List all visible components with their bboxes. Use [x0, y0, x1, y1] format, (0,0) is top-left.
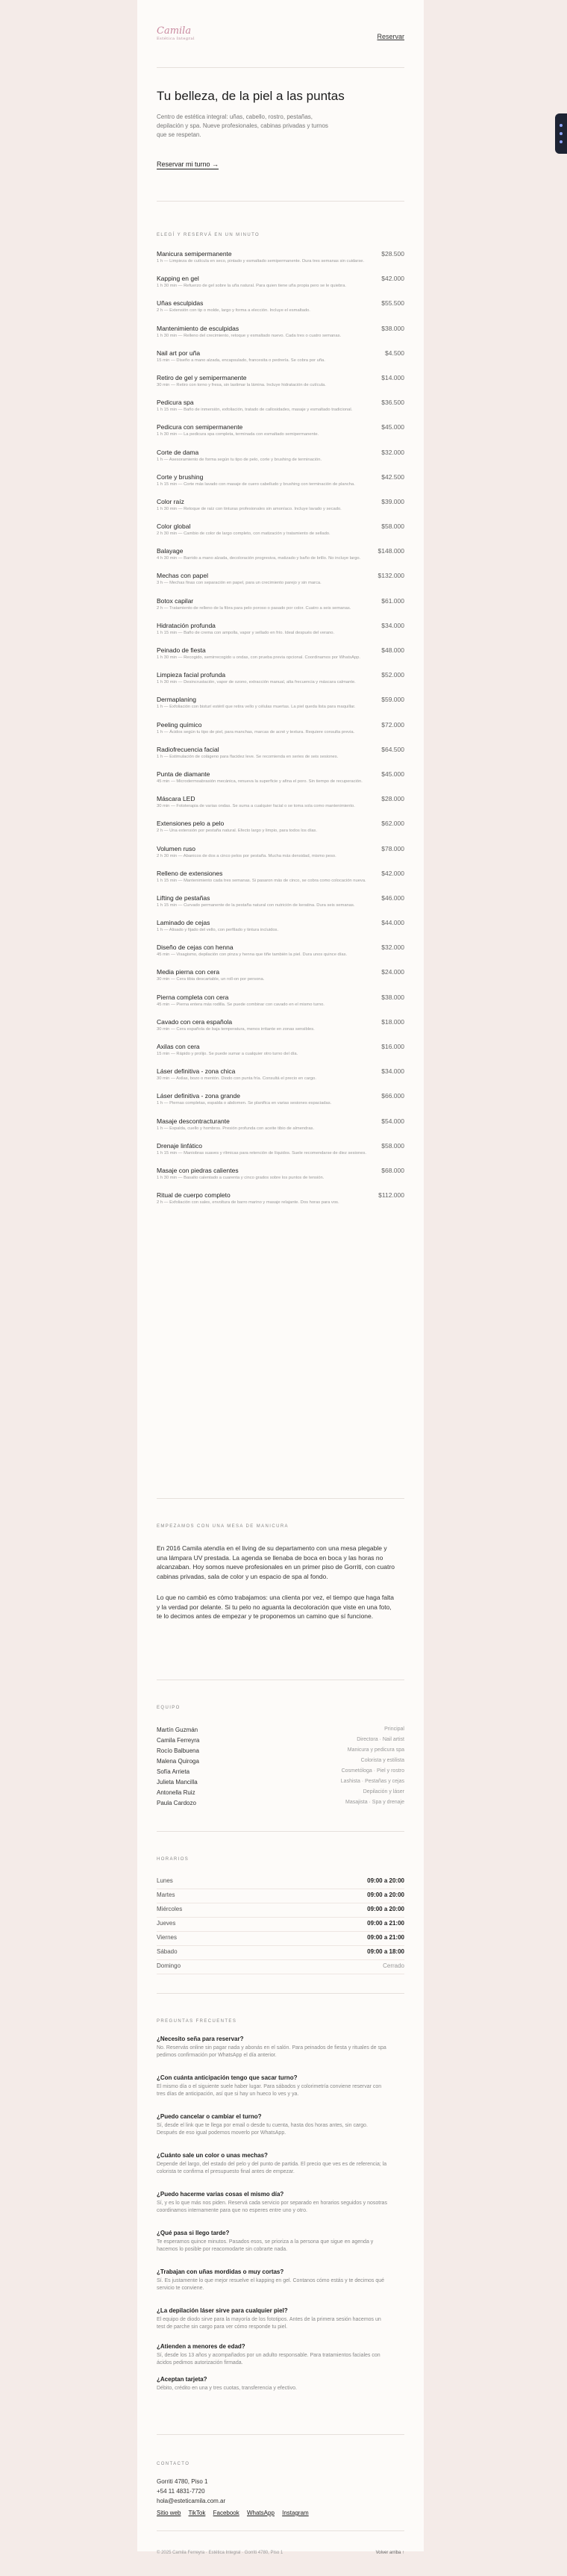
service-price: $148.000: [378, 547, 404, 555]
hours-time: 09:00 a 21:00: [367, 1934, 404, 1941]
team-member: [157, 1747, 404, 1757]
service-item[interactable]: [157, 1064, 404, 1088]
service-item[interactable]: [157, 964, 404, 989]
hours-time: 09:00 a 20:00: [367, 1892, 404, 1898]
service-price: $36.500: [381, 399, 404, 407]
hours-time: 09:00 a 20:00: [367, 1877, 404, 1884]
service-description: 1 h 30 min — Recogido, semirrecogido u ondas, con prueba previa opcional. Coordinamos por WhatsApp.: [157, 655, 360, 660]
site-header: [157, 0, 404, 68]
service-name: Máscara LED: [157, 795, 195, 803]
services-list: [157, 246, 404, 1212]
service-price: $24.000: [381, 968, 404, 976]
service-description: 15 min — Rápido y prolijo. Se puede sumar a cualquier otro turno del día.: [157, 1052, 298, 1056]
service-name: Kapping en gel: [157, 275, 199, 283]
faq-answer: Sí, y es lo que más nos piden. Reservá cada servicio por separado en horarios seguidos y nosotras coordinamos internamente para que no esperes entre uno y otro.: [157, 2201, 387, 2213]
service-description: 2 h — Tratamiento de relleno de la fibra para pelo poroso o pasado por color. Cuatro a seis semanas.: [157, 605, 351, 611]
service-name: Radiofrecuencia facial: [157, 745, 219, 753]
services-section: [157, 202, 404, 1499]
logo-text: Camila: [157, 25, 192, 37]
service-price: $52.000: [381, 671, 404, 679]
hours-day: Domingo: [157, 1962, 181, 1969]
service-item[interactable]: [157, 841, 404, 866]
contact-section: [157, 2435, 404, 2531]
copyright: © 2025 Camila Ferreyra · Estética Integral · Gorriti 4780, Piso 1: [157, 2551, 284, 2555]
service-item[interactable]: [157, 420, 404, 444]
service-item[interactable]: [157, 568, 404, 593]
team-title: EQUIPO: [157, 1706, 181, 1710]
faq-item[interactable]: [157, 2191, 388, 2214]
service-price: $112.000: [378, 1191, 404, 1200]
service-description: 2 h — Una extensión por pestaña natural. Efecto largo y limpio, para todos los días.: [157, 829, 317, 834]
service-description: 1 h — Estimulación de colágeno para flacidez leve. Se recomienda en series de seis sesiones.: [157, 754, 339, 759]
service-item[interactable]: [157, 543, 404, 568]
team-member: [157, 1779, 404, 1788]
service-item[interactable]: [157, 866, 404, 891]
service-item[interactable]: [157, 1088, 404, 1113]
faq-answer: Sí, desde los 13 años y acompañados por un adulto responsable. Para tratamientos faciales con ácidos pedimos autorización firmada.: [157, 2353, 380, 2366]
service-name: Uñas esculpidas: [157, 299, 204, 308]
faq-answer: El equipo de diodo sirve para la mayoría de los fototipos. Antes de la primera sesión hacemos un test de parche sin cargo para ver cómo responde tu piel.: [157, 2317, 381, 2330]
service-name: Peinado de fiesta: [157, 646, 206, 654]
footer: [157, 2531, 404, 2576]
service-item[interactable]: [157, 990, 404, 1014]
service-item[interactable]: [157, 346, 404, 370]
service-name: Manicura semipermanente: [157, 250, 232, 258]
service-item[interactable]: [157, 667, 404, 692]
service-description: 30 min — Fototerapia de varias ondas. Se suma a cualquier facial o se toma sola como mantenimiento.: [157, 804, 355, 809]
service-item[interactable]: [157, 395, 404, 420]
service-item[interactable]: [157, 891, 404, 915]
services-title: ELEGÍ Y RESERVÁ EN UN MINUTO: [157, 233, 260, 237]
service-price: $38.000: [381, 324, 404, 332]
faq-question: ¿Aceptan tarjeta?: [157, 2376, 207, 2383]
team-member-role: Colorista y estilista: [360, 1758, 404, 1763]
faq-question: ¿La depilación láser sirve para cualquier piel?: [157, 2307, 288, 2314]
service-item[interactable]: [157, 246, 404, 271]
side-widget-tab[interactable]: [555, 113, 567, 154]
team-member-role: Directora · Nail artist: [357, 1737, 404, 1742]
service-name: Láser definitiva - zona chica: [157, 1067, 236, 1076]
service-price: $42.500: [381, 473, 404, 481]
hours-row: [157, 1918, 404, 1932]
team-member-name: Malena Quiroga: [157, 1758, 199, 1765]
about-title: EMPEZAMOS CON UNA MESA DE MANICURA: [157, 1524, 289, 1529]
service-description: 1 h — Limpieza de cutícula en seco, pintado y esmaltado semipermanente. Dura tres semanas sin cuidarse.: [157, 259, 365, 263]
service-price: $14.000: [381, 373, 404, 381]
service-description: 30 min — Axilas, bozo o mentón. Diodo con punta fría. Consultá el precio en cargo.: [157, 1076, 316, 1082]
service-name: Axilas con cera: [157, 1043, 200, 1050]
service-description: 1 h 15 min — Corte más lavado con masaje de cuero cabelludo y brushing con terminación de plancha.: [157, 481, 355, 487]
service-item[interactable]: [157, 519, 404, 543]
widget-dot-icon: [560, 140, 563, 143]
service-name: Corte de dama: [157, 448, 199, 456]
team-member: [157, 1727, 404, 1736]
faq-question: ¿Qué pasa si llego tarde?: [157, 2230, 230, 2236]
service-price: $55.500: [381, 299, 404, 308]
hero-section: [157, 68, 404, 202]
service-name: Masaje descontracturante: [157, 1117, 230, 1125]
team-member-role: Manicura y pedicura spa: [347, 1747, 404, 1753]
hours-day: Viernes: [157, 1934, 177, 1941]
service-price: $132.000: [378, 572, 404, 580]
widget-dot-icon: [560, 132, 563, 135]
service-description: 1 h — Espalda, cuello y hombros. Presión profunda con aceite tibio de almendras.: [157, 1126, 315, 1131]
hours-day: Lunes: [157, 1877, 173, 1884]
service-description: 45 min — Pierna entera más rodilla. Se puede combinar con cavado en el mismo turno.: [157, 1002, 325, 1007]
reservar-turno-button[interactable]: Reservar mi turno →: [157, 160, 219, 168]
service-description: 1 h 30 min — La pedicura spa completa, terminada con esmaltado semipermanente.: [157, 432, 319, 437]
service-price: $45.000: [381, 770, 404, 778]
hours-time: 09:00 a 20:00: [367, 1906, 404, 1912]
service-name: Mantenimiento de esculpidas: [157, 324, 239, 332]
service-item[interactable]: [157, 470, 404, 494]
service-name: Media pierna con cera: [157, 968, 220, 976]
link-instagram[interactable]: Instagram: [282, 2510, 309, 2516]
service-description: 2 h — Extensión con tip o molde, largo y forma a elección. Incluye el esmaltado.: [157, 308, 310, 314]
about-paragraph-2: Lo que no cambió es cómo trabajamos: una clienta por vez, el tiempo que haga falta y la verdad por delante. Si tu pelo no aguanta la decoloración que viste en una foto, te lo decimos antes de empezar y te proponemos un camino que sí funcione.: [157, 1594, 394, 1620]
service-description: 2 h — Exfoliación con sales, envoltura de barro marino y masaje relajante. Dos horas para vos.: [157, 1200, 339, 1206]
service-price: $39.000: [381, 497, 404, 505]
team-member-name: Camila Ferreyra: [157, 1737, 200, 1744]
team-section: [157, 1680, 404, 1832]
service-price: $28.500: [381, 250, 404, 258]
faq-answer: Depende del largo, del estado del pelo y del punto de partida. El precio que ves es de referencia; la colorista te confirma el presupuesto final antes de empezar.: [157, 2162, 387, 2174]
widget-dot-icon: [560, 124, 563, 127]
service-name: Hidratación profunda: [157, 621, 216, 629]
service-price: $44.000: [381, 919, 404, 927]
service-price: $28.000: [381, 795, 404, 803]
about-paragraph-1: En 2016 Camila atendía en el living de su departamento con una mesa plegable y una lámpara UV prestada. La agenda se llenaba de boca en boca y las horas no alcanzaban. Hoy somos nueve profesionales en un primer piso de Gorriti, con cuatro cabinas privadas, sala de color y un espacio de spa al fondo.: [157, 1544, 395, 1580]
team-member-role: Lashista · Pestañas y cejas: [340, 1779, 404, 1784]
contact-title: CONTACTO: [157, 2462, 190, 2466]
service-description: 1 h 15 min — Mantenimiento cada tres semanas. Si pasaron más de cinco, se cobra como colocación nueva.: [157, 878, 366, 883]
service-description: 1 h — Ácidos según tu tipo de piel, para manchas, marcas de acné y textura. Requiere consulta previa.: [157, 729, 355, 735]
service-description: 1 h 30 min — Basalto calentado a cuarenta y cinco grados sobre los puntos de tensión.: [157, 1175, 325, 1180]
service-price: $68.000: [381, 1166, 404, 1174]
hours-title: HORARIOS: [157, 1857, 189, 1862]
team-member-name: Julieta Mancilla: [157, 1779, 198, 1786]
service-description: 1 h 15 min — Maniobras suaves y rítmicas para retención de líquidos. Suele recomendarse de diez sesiones.: [157, 1150, 366, 1156]
faq-item[interactable]: [157, 2036, 388, 2059]
team-member-role: Principal: [384, 1727, 404, 1732]
logo-subtitle: Estética Integral: [157, 37, 195, 41]
service-name: Pedicura con semipermanente: [157, 423, 243, 431]
service-name: Relleno de extensiones: [157, 869, 223, 877]
service-price: $16.000: [381, 1043, 404, 1050]
service-name: Diseño de cejas con henna: [157, 944, 234, 952]
service-name: Balayage: [157, 547, 184, 555]
service-description: 45 min — Visagismo, depilación con pinza y henna que tiñe también la piel. Dura unos quince días.: [157, 952, 348, 958]
service-description: 1 h 30 min — Desincrustación, vapor de ozono, extracción manual, alta frecuencia y máscara calmante.: [157, 680, 356, 685]
team-member-name: Antonella Ruiz: [157, 1789, 195, 1796]
service-item[interactable]: [157, 271, 404, 296]
service-item[interactable]: [157, 494, 404, 519]
back-to-top-link[interactable]: Volver arriba ↑: [375, 2551, 404, 2555]
service-price: $62.000: [381, 820, 404, 828]
service-name: Laminado de cejas: [157, 919, 210, 927]
service-name: Punta de diamante: [157, 770, 210, 778]
link-tiktok[interactable]: TikTok: [188, 2510, 206, 2516]
service-price: $4.500: [385, 349, 404, 357]
service-item[interactable]: [157, 816, 404, 841]
service-description: 1 h 30 min — Retoque de raíz con tinturas profesionales sin amoníaco. Incluye lavado y secado.: [157, 506, 342, 511]
link-sitio-web[interactable]: Sitio web: [157, 2510, 181, 2516]
service-description: 1 h 15 min — Baño de inmersión, exfoliación, tratado de callosidades, masaje y esmaltado tradicional.: [157, 408, 353, 413]
service-price: $58.000: [381, 1141, 404, 1150]
service-item[interactable]: [157, 618, 404, 643]
service-description: 15 min — Diseño a mano alzada, encapsulado, francesita o pedrería. Se cobra por uña.: [157, 358, 325, 363]
faq-answer: Sí, desde el link que te llega por email o desde tu cuenta, hasta dos horas antes, sin cargo. Después de eso igual podemos moverlo por WhatsApp.: [157, 2123, 368, 2136]
service-name: Retiro de gel y semipermanente: [157, 373, 247, 381]
hours-time: 09:00 a 21:00: [367, 1920, 404, 1927]
faq-item[interactable]: [157, 2113, 388, 2136]
service-item[interactable]: [157, 915, 404, 940]
service-description: 1 h 15 min — Curvado permanente de la pestaña natural con nutrición de keratina. Dura seis semanas.: [157, 902, 355, 908]
service-price: $34.000: [381, 621, 404, 629]
service-item[interactable]: [157, 593, 404, 618]
service-name: Corte y brushing: [157, 473, 204, 481]
service-name: Ritual de cuerpo completo: [157, 1191, 231, 1200]
service-description: 2 h 30 min — Cambio de color de largo completo, con matización y tratamiento de sellado.: [157, 531, 331, 537]
service-description: 30 min — Cera tibia descartable, un roll-on por persona.: [157, 977, 265, 982]
service-price: $42.000: [381, 869, 404, 877]
team-member-role: Masajista · Spa y drenaje: [345, 1800, 404, 1805]
service-name: Drenaje linfático: [157, 1141, 202, 1150]
faq-item[interactable]: [157, 2230, 388, 2253]
service-item[interactable]: [157, 1163, 404, 1188]
team-member: [157, 1768, 404, 1778]
hero-title: Tu belleza, de la piel a las puntas: [157, 89, 345, 103]
hours-row: [157, 1946, 404, 1960]
faq-item[interactable]: [157, 2268, 388, 2292]
hours-row: [157, 1889, 404, 1903]
service-description: 30 min — Cera española de baja temperatura, menos irritante en zonas sensibles.: [157, 1026, 315, 1032]
service-name: Extensiones pelo a pelo: [157, 820, 225, 828]
service-description: 1 h — Asesoramiento de forma según tu tipo de pelo, corte y brushing de terminación.: [157, 457, 322, 462]
social-links: [157, 2510, 315, 2516]
team-member: [157, 1789, 404, 1799]
faq-question: ¿Puedo hacerme varias cosas el mismo día?: [157, 2191, 284, 2198]
service-name: Lifting de pestañas: [157, 894, 210, 902]
faq-item[interactable]: [157, 2376, 388, 2392]
service-price: $34.000: [381, 1067, 404, 1076]
contact-phone[interactable]: +54 11 4831-7720: [157, 2488, 205, 2495]
faq-answer: El mismo día o el siguiente suele haber lugar. Para sábados y colorimetría conviene reservar con tres días de anticipación, así que si hay un hueco lo ves y ya.: [157, 2084, 382, 2097]
service-item[interactable]: [157, 767, 404, 791]
faq-question: ¿Trabajan con uñas mordidas o muy cortas?: [157, 2268, 284, 2275]
service-price: $32.000: [381, 448, 404, 456]
service-item[interactable]: [157, 370, 404, 395]
service-item[interactable]: [157, 791, 404, 816]
hours-day: Sábado: [157, 1948, 178, 1955]
service-price: $64.500: [381, 745, 404, 753]
hero-subtitle: Centro de estética integral: uñas, cabello, rostro, pestañas, depilación y spa. Nueve profesionales, cabinas privadas y turnos que se respetan.: [157, 113, 328, 138]
service-description: 4 h 30 min — Barrido a mano alzada, decoloración progresiva, matizado y baño de brillo. No incluye largo.: [157, 556, 361, 561]
service-description: 30 min — Retiro con torno y fresa, sin lastimar la lámina. Incluye hidratación de cutícula.: [157, 382, 326, 387]
faq-item[interactable]: [157, 2074, 388, 2098]
logo[interactable]: [157, 25, 195, 41]
service-name: Cavado con cera española: [157, 1017, 233, 1026]
faq-title: PREGUNTAS FRECUENTES: [157, 2019, 237, 2024]
team-member-name: Paula Cardozo: [157, 1800, 196, 1806]
service-description: 1 h — Exfoliación con bisturí estéril que retira vello y células muertas. La piel queda lista para maquillar.: [157, 705, 356, 710]
service-name: Peeling químico: [157, 720, 202, 729]
page: [137, 0, 424, 2555]
service-item[interactable]: [157, 1039, 404, 1064]
faq-answer: No. Reservás online sin pagar nada y abonás en el salón. Para peinados de fiesta y rituales de spa pedimos confirmación por WhatsApp el día anterior.: [157, 2045, 386, 2058]
faq-question: ¿Puedo cancelar o cambiar el turno?: [157, 2113, 262, 2120]
service-price: $32.000: [381, 944, 404, 952]
hours-time: 09:00 a 18:00: [367, 1948, 404, 1955]
service-price: $42.000: [381, 275, 404, 283]
about-section: [157, 1499, 404, 1680]
service-item[interactable]: [157, 1114, 404, 1138]
service-name: Mechas con papel: [157, 572, 208, 580]
service-item[interactable]: [157, 296, 404, 320]
service-name: Color raíz: [157, 497, 184, 505]
service-price: $78.000: [381, 844, 404, 852]
service-name: Pierna completa con cera: [157, 993, 229, 1001]
contact-address: Gorriti 4780, Piso 1: [157, 2478, 208, 2485]
link-whatsapp[interactable]: WhatsApp: [246, 2510, 275, 2516]
faq-section: [157, 1994, 404, 2435]
service-description: 2 h 30 min — Abanicos de dos a cinco pelos por pestaña. Mucha más densidad, mismo peso.: [157, 853, 336, 858]
service-item[interactable]: [157, 321, 404, 346]
service-price: $58.000: [381, 523, 404, 531]
hours-section: [157, 1832, 404, 1994]
service-description: 1 h 15 min — Baño de crema con ampolla, vapor y sellado en frío. Ideal después del verano.: [157, 630, 335, 635]
team-member-name: Martín Guzmán: [157, 1727, 198, 1733]
service-description: 1 h — Alisado y fijado del vello, con perfilado y tintura incluidos.: [157, 928, 279, 933]
service-price: $66.000: [381, 1092, 404, 1100]
service-price: $38.000: [381, 993, 404, 1001]
service-price: $48.000: [381, 646, 404, 654]
faq-question: ¿Con cuánta anticipación tengo que sacar turno?: [157, 2074, 298, 2081]
service-item[interactable]: [157, 1138, 404, 1163]
service-item[interactable]: [157, 742, 404, 767]
service-item[interactable]: [157, 445, 404, 470]
service-name: Botox capilar: [157, 596, 194, 605]
team-member: [157, 1737, 404, 1747]
faq-item[interactable]: [157, 2152, 388, 2175]
service-description: 45 min — Microdermoabrasión mecánica, renueva la superficie y afina el poro. Sin tiempo de recuperación.: [157, 779, 363, 784]
faq-question: ¿Atienden a menores de edad?: [157, 2343, 245, 2350]
reservar-link[interactable]: Reservar: [377, 33, 404, 40]
faq-item[interactable]: [157, 2307, 388, 2330]
faq-answer: Débito, crédito en una y tres cuotas, transferencia y efectivo.: [157, 2386, 297, 2391]
team-member-role: Depilación y láser: [363, 1789, 404, 1794]
team-member-name: Rocío Balbuena: [157, 1747, 199, 1754]
faq-question: ¿Cuánto sale un color o unas mechas?: [157, 2152, 268, 2159]
service-item[interactable]: [157, 1188, 404, 1212]
service-description: 1 h 30 min — Relleno del crecimiento, retoque y esmaltado nuevo. Cada tres o cuatro semanas.: [157, 333, 342, 338]
service-description: 1 h 30 min — Refuerzo de gel sobre la uña natural. Para quien tiene uña propia pero se le quiebra.: [157, 284, 346, 289]
hours-row: [157, 1960, 404, 1974]
service-description: 1 h — Piernas completas, espalda o abdomen. Se planifica en varias sesiones espaciadas.: [157, 1101, 332, 1106]
service-name: Nail art por uña: [157, 349, 201, 357]
faq-answer: Sí. Es justamente lo que mejor resuelve el kapping en gel. Contanos cómo estás y te decimos qué servicio te conviene.: [157, 2278, 385, 2291]
faq-answer: Te esperamos quince minutos. Pasados esos, se prioriza a la persona que sigue en agenda y hacemos lo posible por reacomodarte sin cobrarte nada.: [157, 2239, 374, 2252]
hours-day: Jueves: [157, 1920, 176, 1927]
service-name: Láser definitiva - zona grande: [157, 1092, 240, 1100]
service-description: 3 h — Mechas finas con separación en papel, para un crecimiento parejo y sin marca.: [157, 581, 322, 586]
team-member-name: Sofía Arrieta: [157, 1768, 190, 1775]
team-member: [157, 1800, 404, 1809]
service-price: $18.000: [381, 1017, 404, 1026]
service-price: $45.000: [381, 423, 404, 431]
service-price: $59.000: [381, 696, 404, 704]
service-name: Volumen ruso: [157, 844, 195, 852]
service-item[interactable]: [157, 643, 404, 667]
faq-item[interactable]: [157, 2343, 388, 2366]
team-member-role: Cosmetóloga · Piel y rostro: [341, 1768, 404, 1774]
service-name: Dermaplaning: [157, 696, 196, 704]
service-item[interactable]: [157, 940, 404, 964]
service-price: $46.000: [381, 894, 404, 902]
hours-day: Martes: [157, 1892, 175, 1898]
hours-row: [157, 1903, 404, 1918]
service-name: Pedicura spa: [157, 399, 194, 407]
service-price: $72.000: [381, 720, 404, 729]
service-item[interactable]: [157, 1014, 404, 1039]
service-price: $61.000: [381, 596, 404, 605]
service-price: $54.000: [381, 1117, 404, 1125]
hours-time: Cerrado: [383, 1962, 404, 1969]
service-item[interactable]: [157, 692, 404, 717]
team-member: [157, 1758, 404, 1768]
service-name: Limpieza facial profunda: [157, 671, 226, 679]
service-item[interactable]: [157, 717, 404, 742]
service-name: Color global: [157, 523, 191, 531]
link-facebook[interactable]: Facebook: [213, 2510, 239, 2516]
faq-question: ¿Necesito seña para reservar?: [157, 2036, 244, 2042]
hours-day: Miércoles: [157, 1906, 183, 1912]
service-name: Masaje con piedras calientes: [157, 1166, 239, 1174]
hours-row: [157, 1875, 404, 1889]
hours-row: [157, 1932, 404, 1946]
contact-email[interactable]: hola@esteticamila.com.ar: [157, 2498, 226, 2504]
